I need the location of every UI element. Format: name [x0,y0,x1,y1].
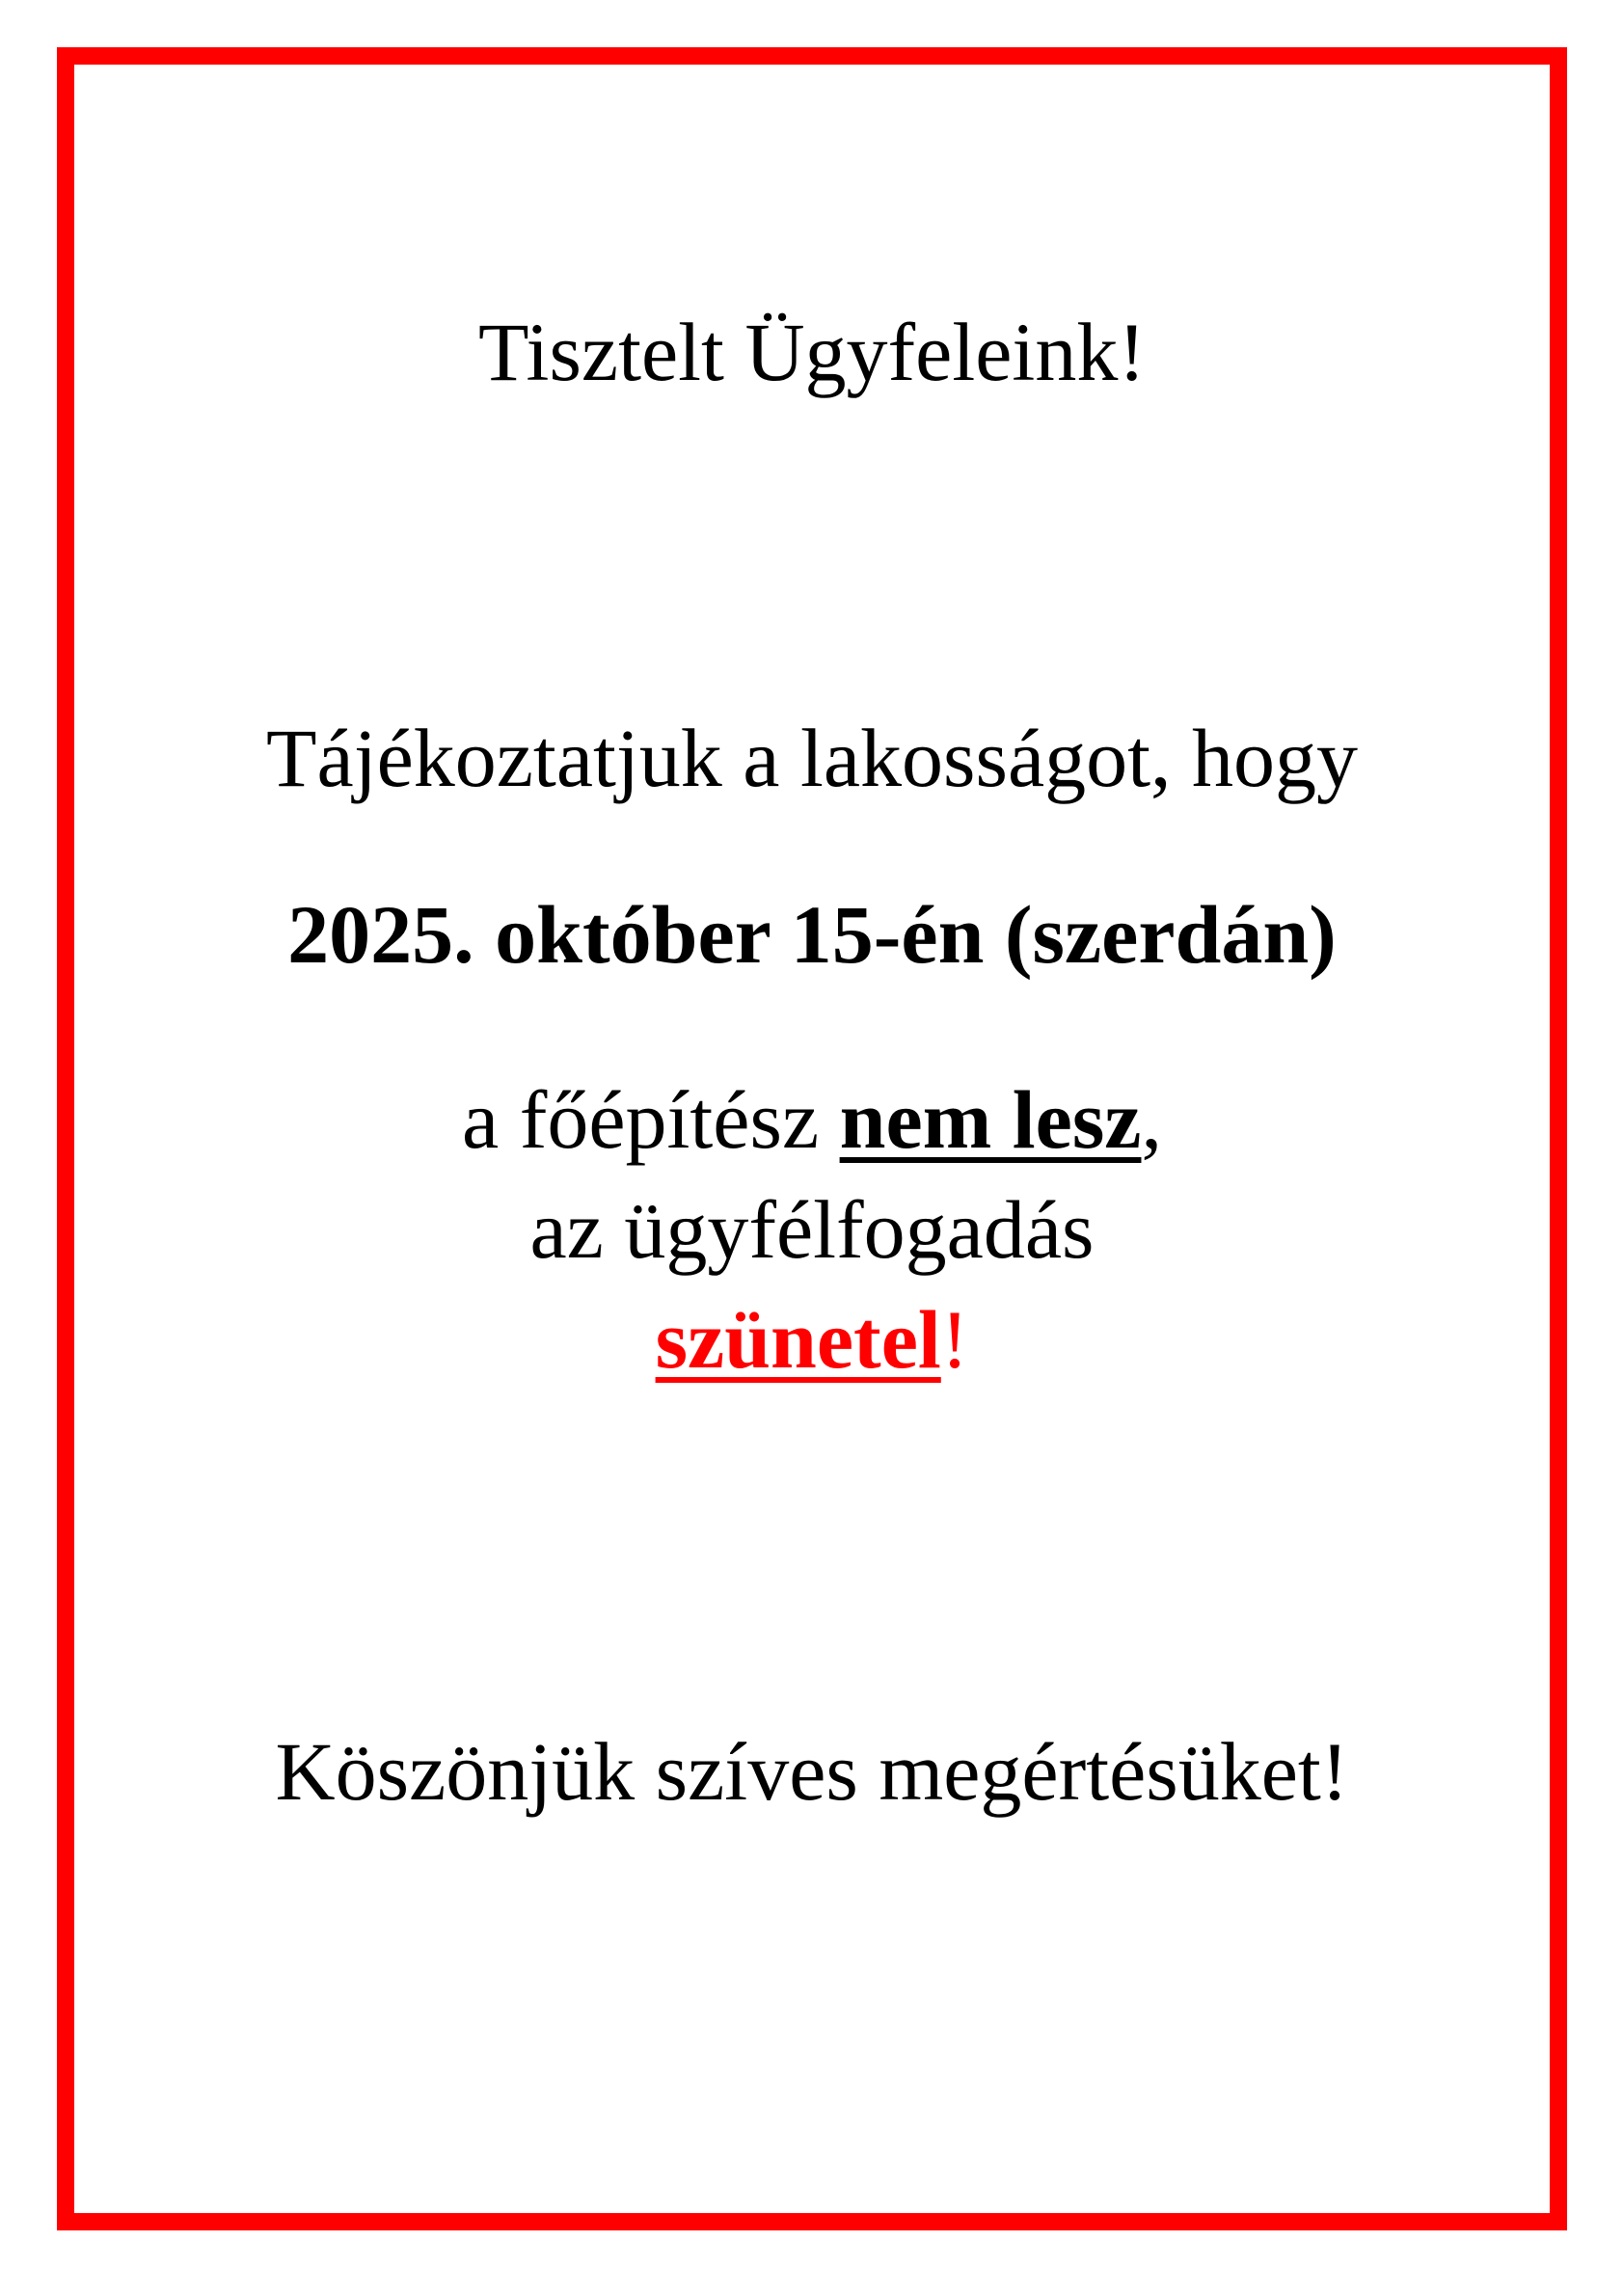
suspended-emphasis: szünetel [655,1293,941,1386]
closing-text: Köszönjük szíves megértésüket! [275,1725,1349,1818]
greeting-text: Tisztelt Ügyfeleink! [478,306,1146,398]
architect-suffix: , [1141,1073,1162,1166]
intro-text: Tájékoztatjuk a lakosságot, hogy [265,712,1359,804]
suspended-line [57,1293,1567,1386]
architect-absent-line [57,1073,1567,1166]
not-present-emphasis: nem lesz [839,1073,1142,1166]
architect-prefix: a főépítész [462,1073,840,1166]
date-line [57,888,1567,981]
intro-line [57,712,1567,804]
reception-text: az ügyfélfogadás [529,1183,1095,1276]
greeting [57,306,1567,398]
date-text: 2025. október 15-én (szerdán) [287,888,1337,981]
suspended-exclamation: ! [940,1293,969,1386]
closing-line [57,1725,1567,1818]
reception-line [57,1183,1567,1276]
